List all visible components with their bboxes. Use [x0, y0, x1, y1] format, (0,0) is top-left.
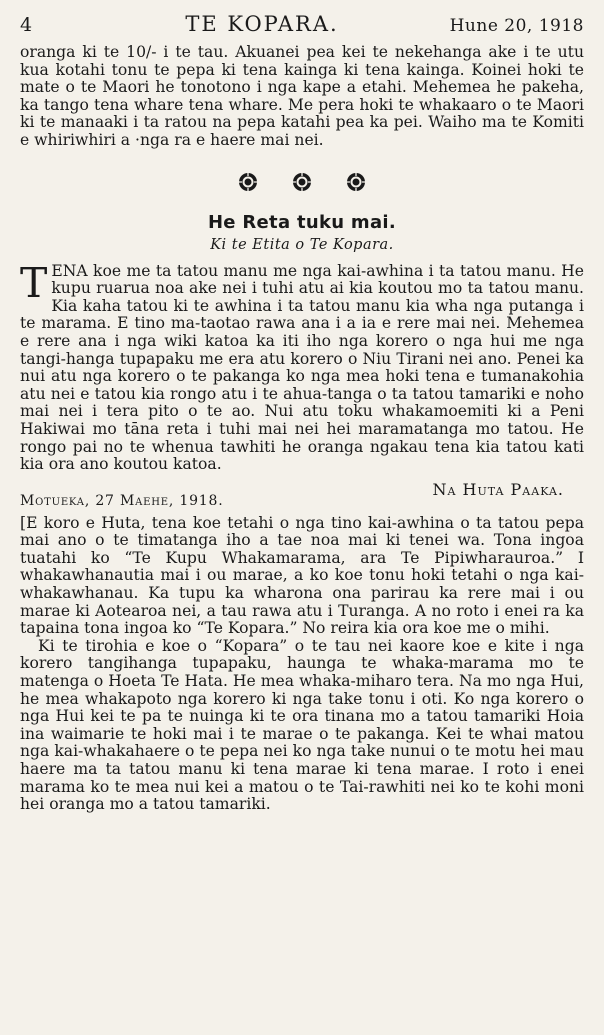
ornament-divider: [20, 172, 584, 192]
letter-paragraph: ENA koe me ta tatou manu me nga kai-awhina i ta tatou manu. He kupu ruarua noa ake nei i tuhi atu ai kia koutou mo ta tatou manu. Kia kaha tatou ki te awhina i ta tatou manu kia wha nga putanga i te marama. E tino ma-taotao rawa ana i a ia e rere mai nei. Mehemea e rere ana i nga wiki katoa ka iti iho nga korero o nga hui me nga tangi-hanga tupapaku me era atu korero o Niu Tirani nei ano. Penei ka nui atu nga korero o te pakanga ko nga mea hoki tena e tumanakohia atu nei e tatou kia rongo atu i te ahua-tanga o ta tatou tamariki e noho mai nei i tera pito o te ao. Nui atu toku whakamoemiti ki a Peni Hakiwai mo tāna reta i tuhi mai nei hei maramatanga mo tatou. He rongo pai no te whenua tawhiti he oranga ngakau tena kia tatou kati kia ora ano koutou katoa.: [20, 261, 584, 474]
intro-paragraph: oranga ki te 10/- i te tau. Akuanei pea kei te nekehanga ake i te utu kua kotahi tonu te pepa ki tena kainga ki tena kainga. Koinei hoki te mate o te Maori he tonotono i nga kape a etahi. Mehemea he pakeha, ka tango tena whare tena whare. Me pera hoki te whakaaro o te Maori ki te manaaki i ta ratou na pepa katahi pea ka pei. Waiho ma te Komiti e whiriwhiri a ·nga ra e haere mai nei.: [20, 43, 584, 149]
reply-dateline: Motueka, 27 Maehe, 1918.: [20, 492, 224, 509]
reply-paragraph-1: [E koro e Huta, tena koe tetahi o nga tino kai-awhina o ta tatou pepa mai ano o te timatanga iho a tae noa mai ki tenei wa. Tona ingoa tuatahi ko “Te Kupu Whakamarama, ara Te Pipiwharauroa.” I whakawhanautia mai i ou marae, a ko koe tonu hoki tetahi o nga kai-whakawhanau. Ka tupu ka wharona ona parirau ka rere mai i ou marae ki Aotearoa nei, a tau rawa atu i Turanga. A no roto i enei ra ka tapaina tona ingoa ko “Te Kopara.” No reira kia ora koe me o mihi.: [20, 513, 584, 638]
newspaper-title: TE KOPARA.: [185, 12, 339, 36]
letter-signature: Na Huta Paaka.: [432, 479, 564, 499]
flower-ornament-icon: [238, 172, 258, 192]
page-number: 4: [20, 14, 34, 36]
issue-date: Hune 20, 1918: [449, 16, 584, 36]
letter-body: [20, 258, 584, 474]
flower-ornament-icon: [292, 172, 312, 192]
letter-subheading: Ki te Etita o Te Kopara.: [210, 236, 394, 253]
letter-heading: He Reta tuku mai.: [207, 211, 397, 233]
drop-cap: T: [20, 258, 48, 307]
flower-ornament-icon: [346, 172, 366, 192]
reply-paragraph-2: Ki te tirohia e koe o “Kopara” o te tau nei kaore koe e kite i nga korero tangihanga tupapaku, haunga te whaka-marama mo te matenga o Hoeta Te Hata. He mea whaka-miharo tera. Na mo nga Hui, he mea whakapoto nga korero ki nga take tonu i oti. Ko nga korero o nga Hui kei te pa te nuinga ki te ora tinana mo a tatou tamariki Hoia ina waimarie te hoki mai i te marae o te pakanga. Kei te whai matou nga kai-whakahaere o te pepa nei ko nga take nunui o te motu hei mau haere ma ta tatou manu ki tena marae ki tena marae. I roto i enei marama ko te mea nui kei a matou o te Tai-rawhiti nei ko te kohi moni hei oranga mo a tatou tamariki.: [20, 636, 584, 814]
page-header: [20, 12, 584, 36]
